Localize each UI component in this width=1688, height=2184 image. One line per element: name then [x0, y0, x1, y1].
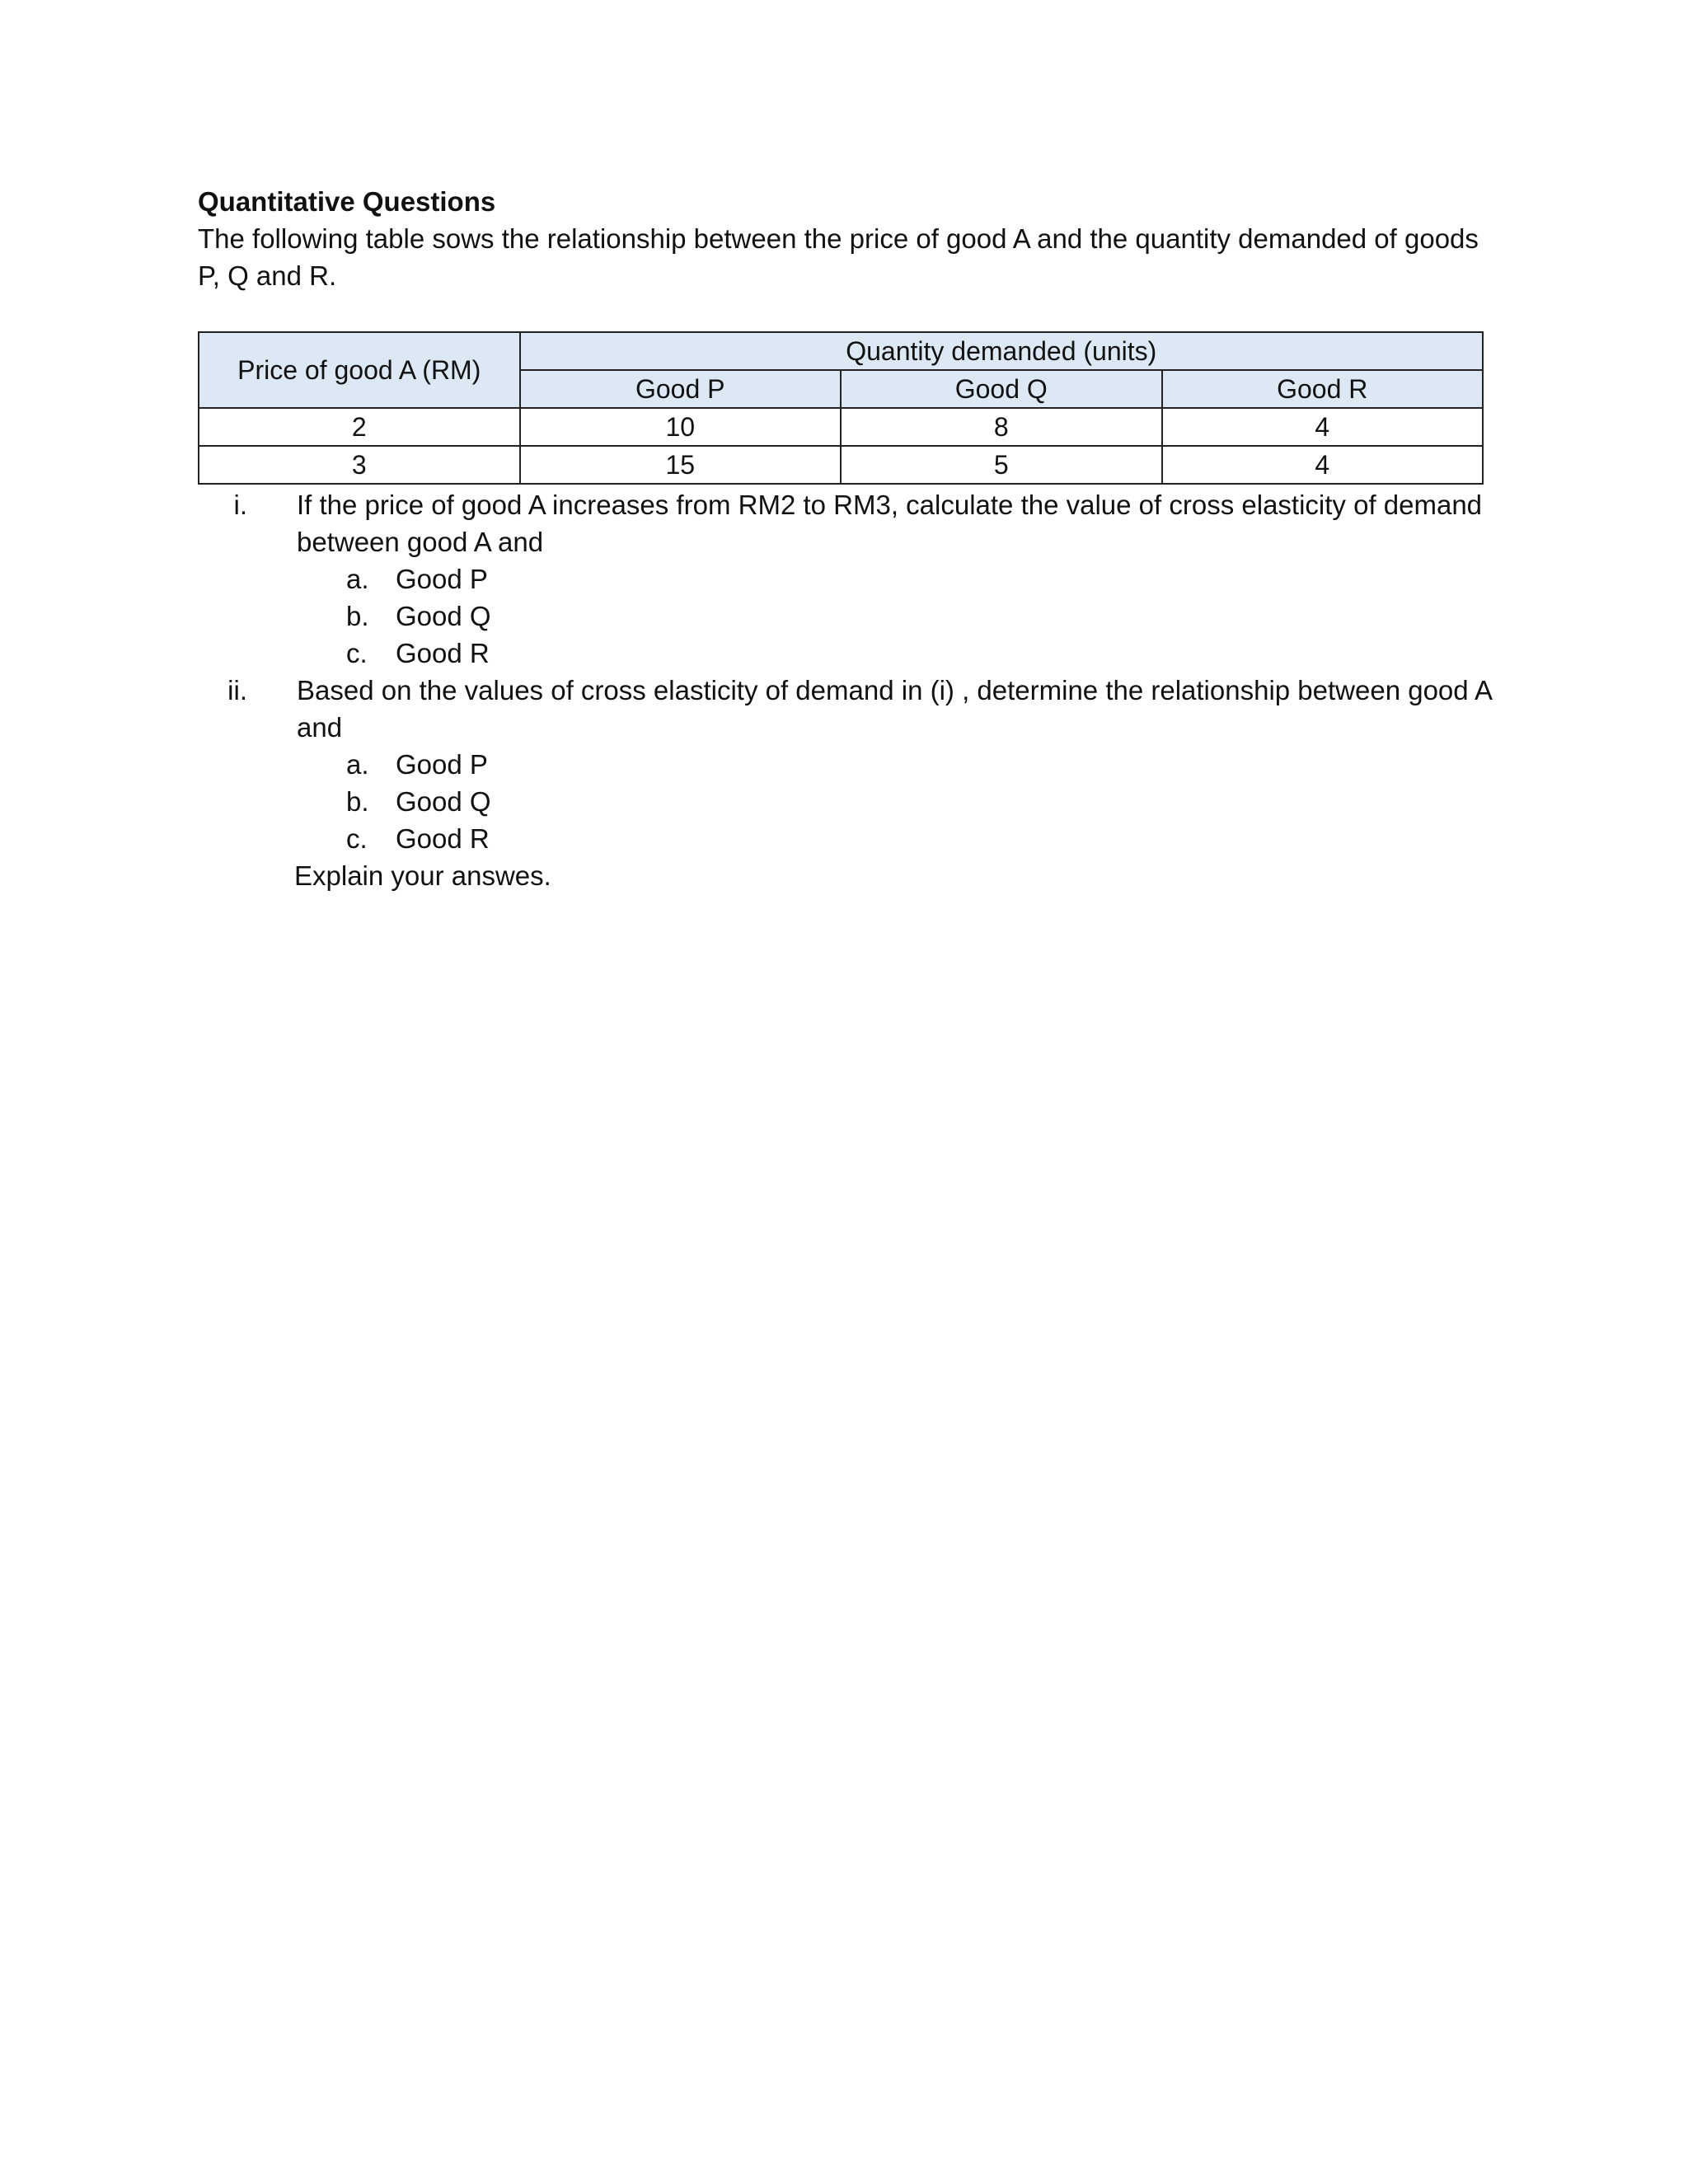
question-item	[198, 672, 1492, 746]
option-text: Good Q	[396, 786, 491, 817]
closing-instruction: Explain your answes.	[294, 860, 551, 891]
table-header-row	[199, 332, 1483, 370]
section-heading: Quantitative Questions	[198, 186, 496, 217]
question-number: ii.	[227, 675, 247, 705]
option-item	[198, 598, 1492, 635]
demand-table	[198, 331, 1484, 485]
good-header-cell: Good R	[1162, 370, 1484, 408]
option-letter: a.	[346, 749, 369, 780]
option-letter: c.	[346, 823, 368, 854]
option-item	[198, 560, 1492, 598]
option-item	[198, 746, 1492, 783]
option-text: Good P	[396, 749, 488, 780]
option-item	[198, 820, 1492, 857]
question-text: Based on the values of cross elasticity of demand in (i) , determine the relationship between good A and	[297, 675, 1492, 743]
price-header-cell: Price of good A (RM)	[199, 332, 520, 408]
table-cell: 5	[841, 446, 1162, 484]
option-item	[198, 635, 1492, 672]
good-header-cell: Good P	[520, 370, 842, 408]
quantity-header-cell: Quantity demanded (units)	[520, 332, 1484, 370]
table-row	[199, 446, 1483, 484]
option-letter: c.	[346, 638, 368, 668]
option-text: Good R	[396, 823, 490, 854]
option-letter: b.	[346, 786, 369, 817]
good-header-cell: Good Q	[841, 370, 1162, 408]
option-text: Good Q	[396, 601, 491, 631]
table-cell: 4	[1162, 408, 1484, 446]
intro-paragraph: The following table sows the relationship between the price of good A and the quantity demanded of goods P, Q and R.	[198, 223, 1479, 291]
table-cell: 10	[520, 408, 842, 446]
question-text: If the price of good A increases from RM2 to RM3, calculate the value of cross elasticity of demand between good A and	[297, 490, 1483, 557]
document	[198, 183, 1492, 891]
option-letter: b.	[346, 601, 369, 631]
question-item	[198, 486, 1492, 560]
table-row	[199, 408, 1483, 446]
table-cell: 3	[199, 446, 520, 484]
question-list	[198, 486, 1492, 894]
table-cell: 2	[199, 408, 520, 446]
option-letter: a.	[346, 564, 369, 594]
option-text: Good R	[396, 638, 490, 668]
option-text: Good P	[396, 564, 488, 594]
table-cell: 4	[1162, 446, 1484, 484]
question-number: i.	[233, 490, 247, 520]
table-cell: 15	[520, 446, 842, 484]
table-cell: 8	[841, 408, 1162, 446]
option-item	[198, 783, 1492, 820]
